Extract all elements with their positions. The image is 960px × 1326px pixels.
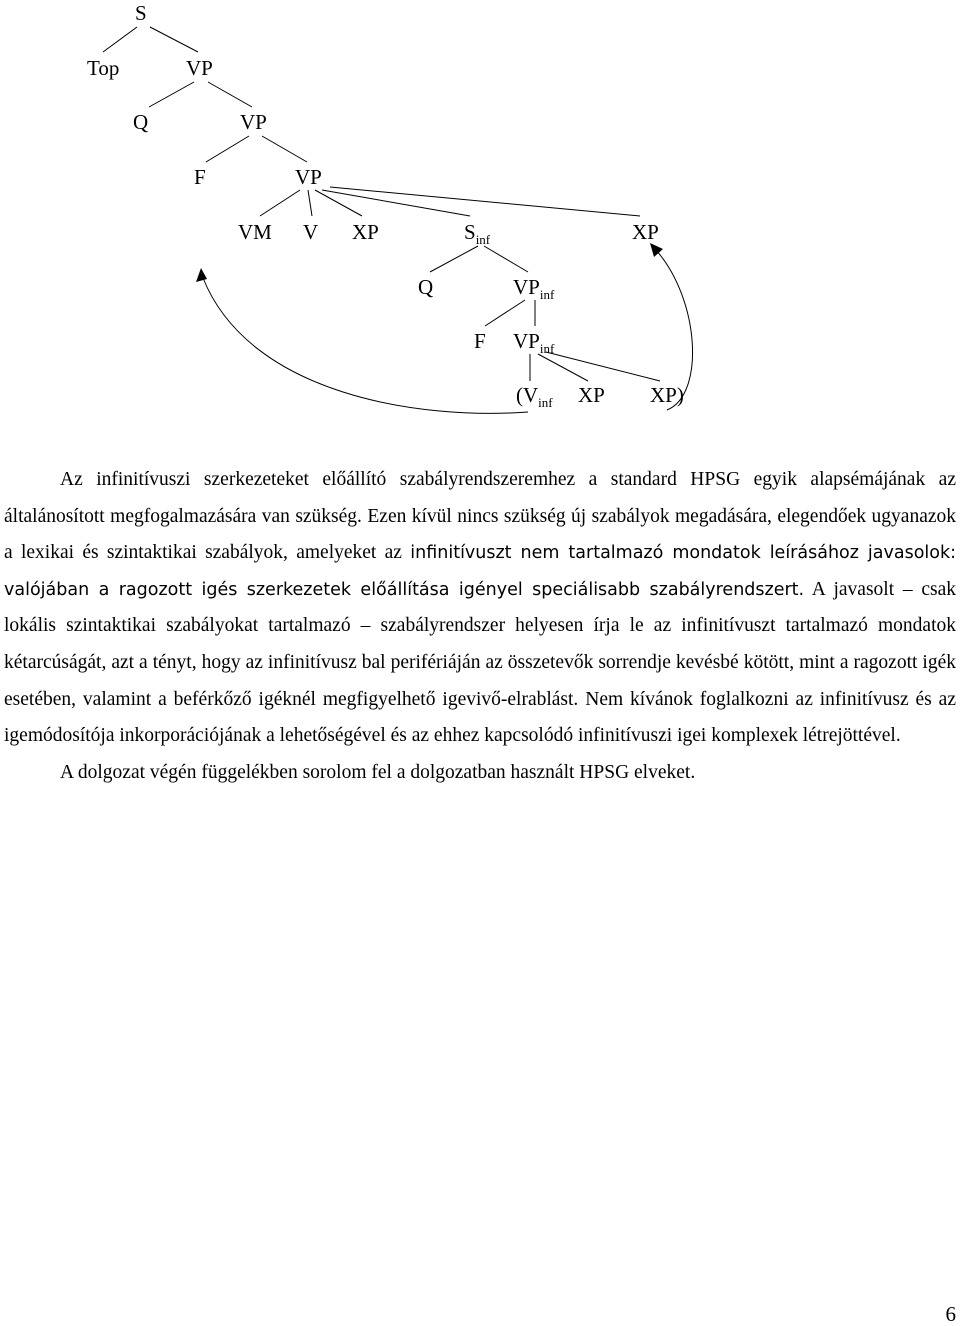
arrowhead-left-icon — [196, 268, 207, 282]
paragraph-2-text: A dolgozat végén függelékben sorolom fel a dolgozatban használt HPSG elveket. — [60, 761, 696, 783]
node-xp-4: XP) — [650, 383, 684, 407]
node-vp-2: VP — [240, 110, 267, 134]
node-s-inf: $S_{inf}$ — [464, 220, 491, 247]
node-v-inf: ($V_{inf}$ — [516, 383, 553, 410]
branch-vp-xp2 — [330, 187, 640, 216]
sentence-6: Nem kívánok foglalkozni az infinitívusz és az igemódosítója inkorporációjának a lehetőségével és az ehhez kapcsolódó infinitívuszi igei komplexek létrejöttével. — [4, 688, 956, 747]
node-s: S — [135, 1, 147, 25]
sentence-2: Ezen kívül nincs szükség új szabályok megadására, elegendőek ugyanazok a lexikai és szintaktikai szabályok, amelyeket az — [4, 505, 957, 564]
branch-vp-vp — [208, 82, 252, 107]
branch-vpinf-xp2 — [546, 352, 660, 381]
sentence-5: infinitívuszt tartalmazó mondatok kétarcúságát, azt a tényt, hogy az infinitívusz bal perifériáján az összetevők sorrendje kevésbé kötött, mint a ragozott igék esetében, valamint a beférkőző igéknél megfigyelhető igevivő-elrablást. — [4, 615, 957, 710]
branch-s-top — [103, 27, 137, 52]
page-number: 6 — [945, 1302, 956, 1326]
node-vp-inf-2: $VP_{inf}$ — [513, 329, 555, 356]
branch-vp-vp2 — [262, 136, 307, 162]
branch-vp-v — [308, 190, 312, 216]
node-vp-3: VP — [295, 165, 322, 189]
node-f-1: F — [194, 165, 206, 189]
branch-vp-q — [149, 82, 194, 107]
syntax-tree-diagram — [0, 0, 960, 420]
branch-vpinf-f — [485, 300, 525, 326]
body-text — [4, 462, 956, 791]
sentence-3: infinitívuszt nem tartalmazó mondatok leírásához javasolok: valójában a ragozott igés szerkezetek előállítása igényel speciálisabb szabályrendszert. — [4, 543, 957, 600]
tree-branches — [103, 27, 660, 381]
branch-vp-xp — [315, 190, 362, 216]
node-vp-inf-1: $VP_{inf}$ — [513, 275, 555, 302]
node-vp-1: VP — [186, 56, 213, 80]
sentence-1: Az infinitívuszi szerkezeteket előállító szabályrendszeremhez a standard HPSG egyik alapsémájának az általánosított megfogalmazására van szükség. — [4, 469, 956, 527]
paragraph-2 — [4, 755, 956, 792]
sentence-4: A javasolt – csak lokális szintaktikai szabályokat tartalmazó – szabályrendszer helyesen írja le az — [4, 578, 956, 637]
paragraph-1 — [4, 462, 956, 755]
branch-sinf-vpinf — [484, 246, 528, 272]
node-q-2: Q — [418, 275, 434, 299]
branch-vp-vm — [260, 190, 300, 216]
node-f-2: F — [474, 329, 486, 353]
branch-vp-sinf — [322, 190, 470, 216]
node-q-1: Q — [133, 110, 149, 134]
branch-vpinf-xp — [538, 354, 588, 381]
branch-sinf-q — [430, 246, 478, 272]
arrowhead-right-icon — [650, 243, 663, 257]
node-vm: VM — [238, 220, 272, 244]
branch-s-vp — [150, 27, 198, 52]
node-xp-3: XP — [578, 383, 605, 407]
branch-vp-f — [206, 136, 249, 162]
node-v: V — [303, 220, 319, 244]
node-xp-2: XP — [632, 220, 659, 244]
node-xp-1: XP — [352, 220, 379, 244]
node-top: Top — [87, 56, 120, 80]
